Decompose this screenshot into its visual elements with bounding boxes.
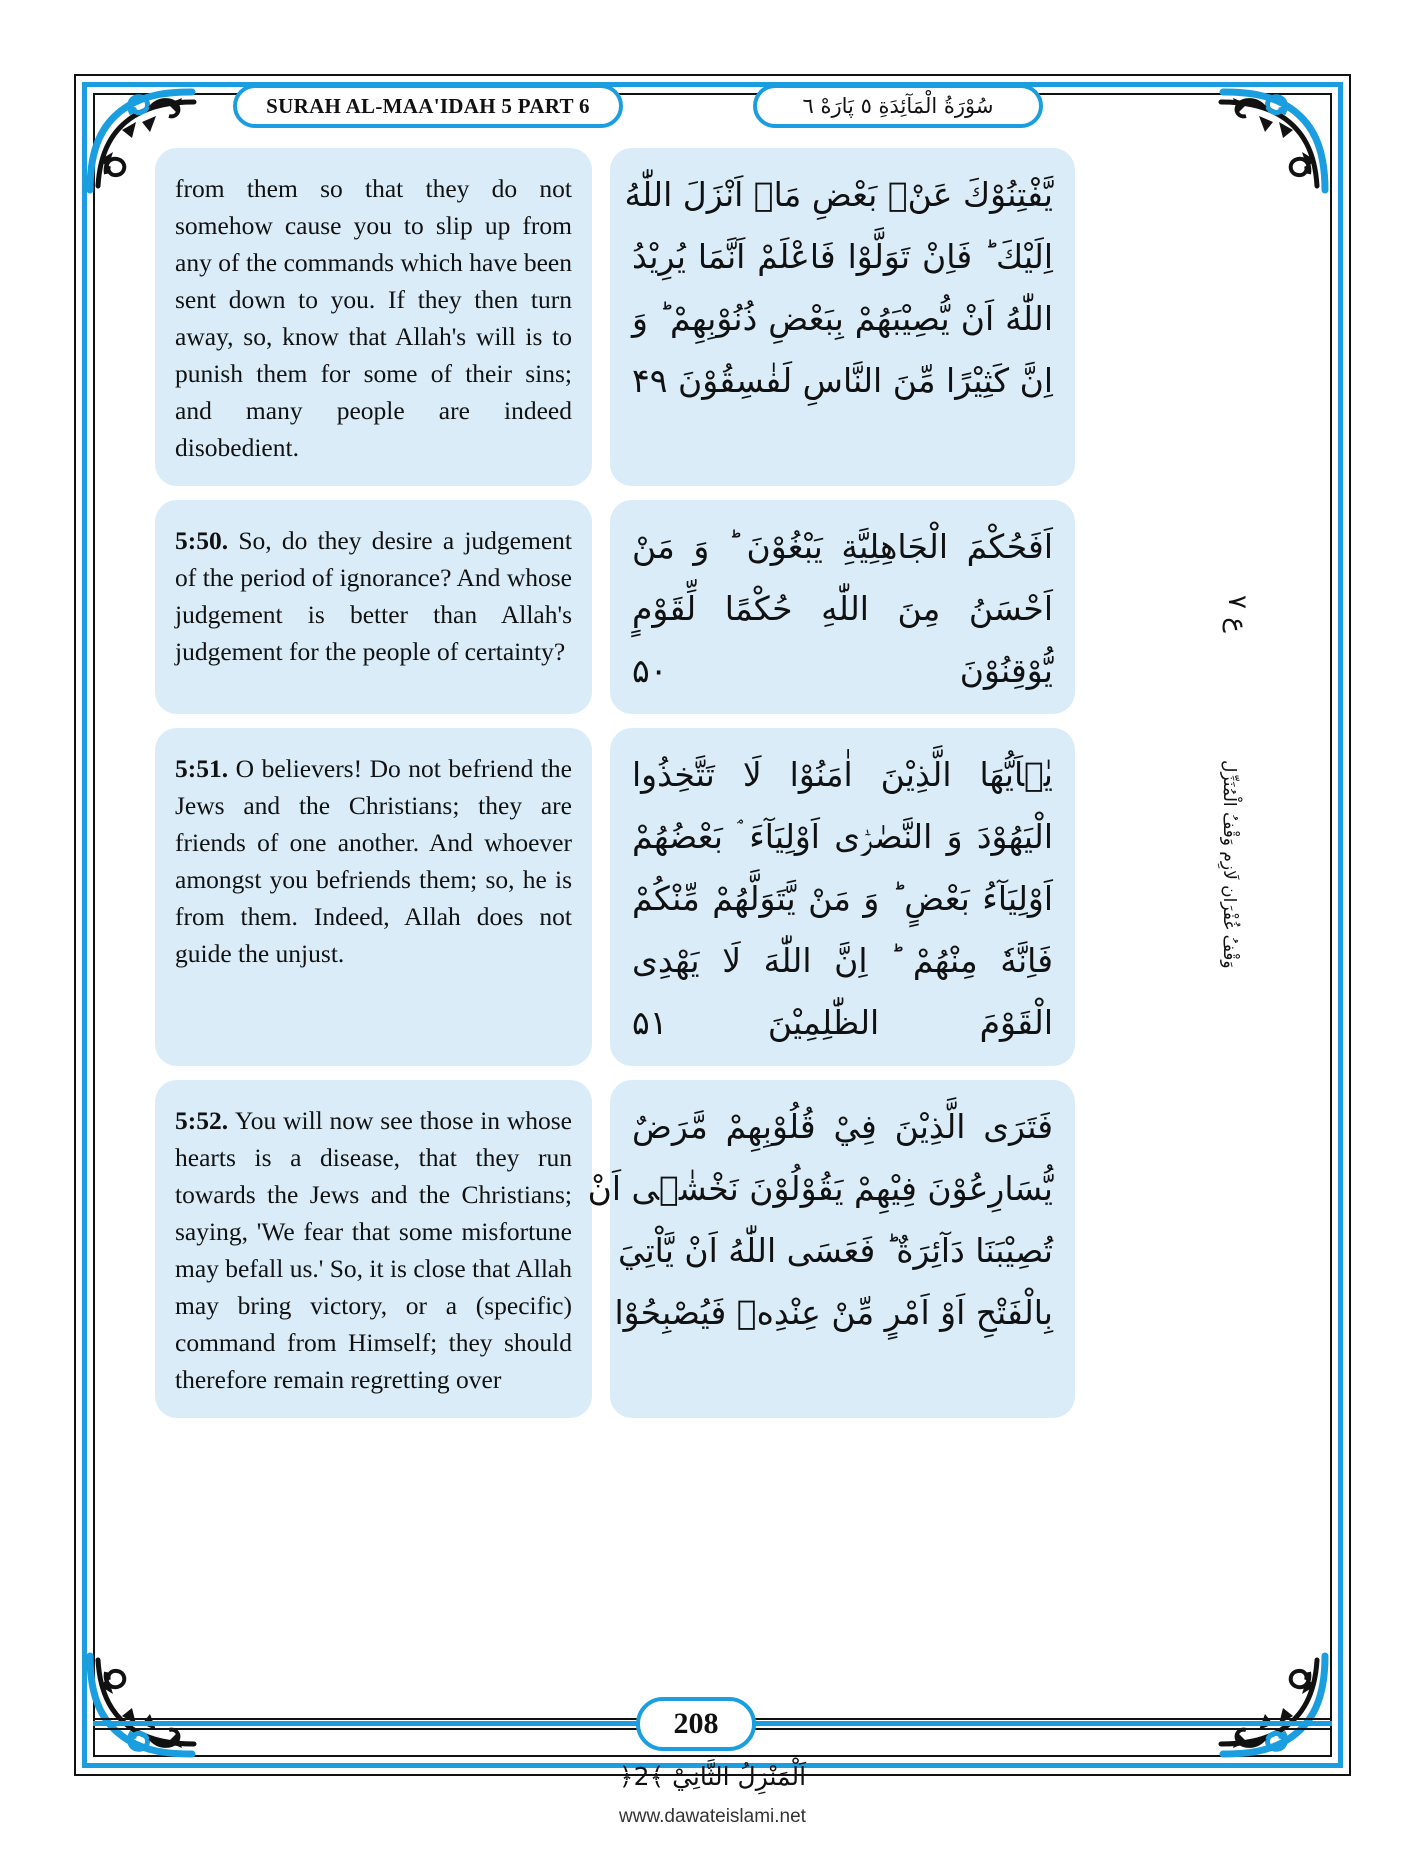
arabic-line: يُّوْقِنُوْنَ ۵۰ (632, 651, 1053, 690)
english-translation-text: 5:51. O believers! Do not befriend the Jews and the Christians; they are friends of one another. And whoever amongst you befriends them; so, he is from them. Indeed, Allah does not guide the unjust. (175, 754, 572, 968)
corner-ornament-icon (80, 1648, 200, 1768)
surah-title-plaque (233, 84, 623, 128)
arabic-line: يُّسَارِعُوْنَ فِيْهِمْ يَقُوْلُوْنَ نَخْشٰۤى اَنْ (587, 1169, 1053, 1208)
english-translation-text: from them so that they do not somehow cause you to slip up from any of the commands which have been sent down to you. If they then turn away, so, know that Allah's will is to punish them for some of their sins; and many people are indeed disobedient. (175, 174, 572, 462)
english-translation-box (155, 500, 592, 714)
surah-title-plaque-arabic (753, 84, 1043, 128)
verse-number: 5:51. (175, 754, 236, 783)
website-url: www.dawateislami.net (619, 1806, 806, 1827)
arabic-verse-text (587, 1096, 1053, 1344)
arabic-verse-text (624, 164, 1053, 412)
corner-ornament-icon (1215, 1648, 1335, 1768)
arabic-line: الْقَوْمَ الظّٰلِمِيْنَ ۵۱ (632, 1003, 1053, 1042)
arabic-line: اِنَّ كَثِيْرًا مِّنَ النَّاسِ لَفٰسِقُوْنَ ۴۹ (632, 361, 1053, 400)
english-translation-box (155, 148, 592, 486)
verse-row (155, 500, 1195, 714)
arabic-verse-box (610, 728, 1075, 1066)
arabic-line: بِالْفَتْحِ اَوْ اَمْرٍ مِّنْ عِنْدِهٖ فَيُصْبِحُوْا (614, 1293, 1053, 1332)
verse-number: 5:52. (175, 1106, 235, 1135)
ruku-marker: ع ۷ (1222, 595, 1252, 633)
english-translation-text: 5:52. You will now see those in whose hearts is a disease, that they run towards the Jews and the Christians; saying, 'We fear that some misfortune may befall us.' So, it is close that Allah may bring victory, or a (specific) command from Himself; they should therefore remain regretting over (175, 1106, 573, 1394)
verse-list (155, 148, 1195, 1432)
arabic-line: يَّفْتِنُوْكَ عَنْۢ بَعْضِ مَاۤ اَنْزَلَ اللّٰهُ (624, 175, 1053, 214)
verse-number: 5:50. (175, 526, 239, 555)
arabic-line: فَاِنَّهٗ مِنْهُمْ ؕ اِنَّ اللّٰهَ لَا يَهْدِى (632, 941, 1053, 980)
arabic-verse-text (632, 516, 1053, 702)
surah-title-english: SURAH AL-MAA'IDAH 5 PART 6 (266, 93, 590, 118)
arabic-line: اَحْسَنُ مِنَ اللّٰهِ حُكْمًا لِّقَوْمٍ (632, 589, 1053, 628)
arabic-verse-text (632, 744, 1053, 1054)
arabic-line: يٰۤاَيُّهَا الَّذِيْنَ اٰمَنُوْا لَا تَتَّخِذُوا (632, 755, 1053, 794)
manzil-label: اَلْمَنْزِلُ الثَّانِيْ ﴾2﴿ (618, 1762, 807, 1791)
arabic-line: الْيَهُوْدَ وَ النَّصٰرٰۤى اَوْلِيَآءَ ۘ بَعْضُهُمْ (632, 817, 1053, 856)
waqf-note: وَقْفُ غُفْرَان لَازِم وَقْفُ الْمُنَزِّل (1219, 760, 1239, 969)
english-translation-box (155, 728, 592, 1066)
english-translation-box (155, 1080, 592, 1418)
arabic-line: فَتَرَى الَّذِيْنَ فِيْ قُلُوْبِهِمْ مَّرَضٌ (632, 1107, 1053, 1146)
arabic-line: اللّٰهُ اَنْ يُّصِيْبَهُمْ بِبَعْضِ ذُنُوْبِهِمْ ؕ وَ (632, 299, 1053, 338)
surah-title-arabic: سُوْرَةُ الْمَآئِدَةِ ٥ پَارَهْ ٦ (802, 94, 994, 118)
verse-row (155, 148, 1195, 486)
arabic-line: اَفَحُكْمَ الْجَاهِلِيَّةِ يَبْغُوْنَ ؕ وَ مَنْ (632, 527, 1053, 566)
arabic-line: تُصِيْبَنَا دَآئِرَةٌ ؕ فَعَسَى اللّٰهُ اَنْ يَّاْتِيَ (617, 1231, 1053, 1270)
arabic-verse-box (587, 1080, 1075, 1418)
verse-row (155, 1080, 1195, 1418)
page-number: 208 (636, 1697, 756, 1751)
english-translation-text: 5:50. So, do they desire a judgement of the period of ignorance? And whose judgement is better than Allah's judgement for the people of certainty? (175, 526, 572, 666)
verse-row (155, 728, 1195, 1066)
arabic-verse-box (610, 148, 1075, 486)
page-header (93, 84, 1332, 128)
arabic-verse-box (610, 500, 1075, 714)
arabic-line: اِلَيْكَ ؕ فَاِنْ تَوَلَّوْا فَاعْلَمْ اَنَّمَا يُرِيْدُ (632, 237, 1053, 276)
arabic-line: اَوْلِيَآءُ بَعْضٍ ؕ وَ مَنْ يَّتَوَلَّهُمْ مِّنْكُمْ (632, 879, 1053, 918)
